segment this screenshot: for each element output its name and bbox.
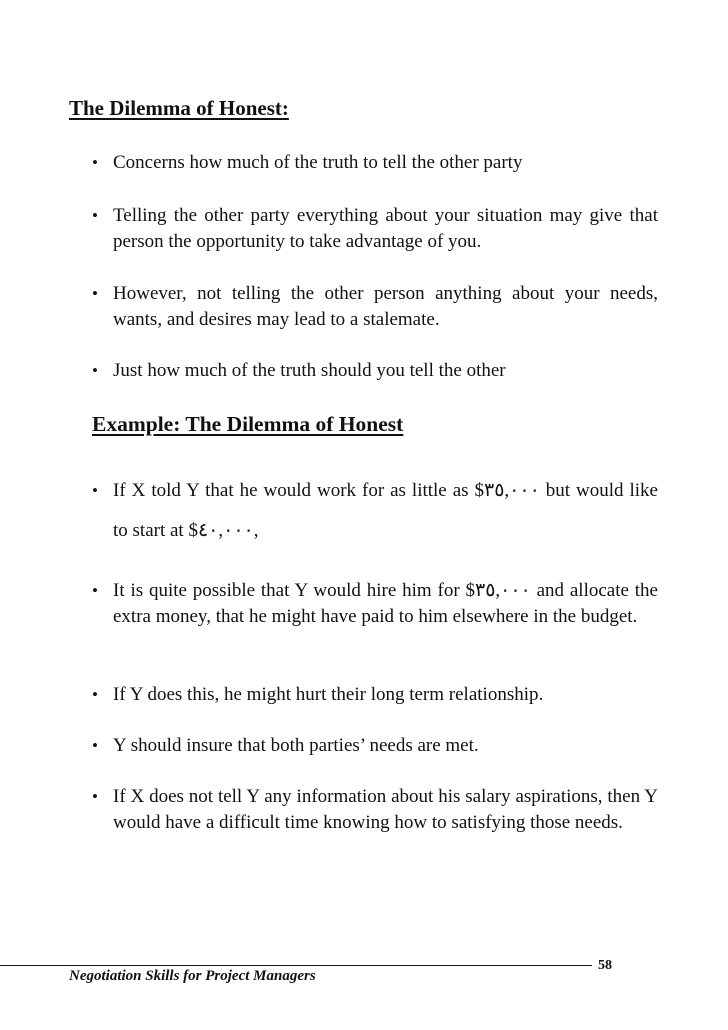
section-heading: The Dilemma of Honest: — [69, 96, 289, 120]
footer-divider — [0, 965, 592, 966]
bullet-icon: • — [92, 206, 98, 225]
list-item-text: It is quite possible that Y would hire him for $٣٥,٠٠٠ and allocate the extra money, that he might have paid to him elsewhere in the budget. — [113, 580, 658, 627]
list-item-text: Telling the other party everything about your situation may give that person the opportunity to take advantage of you. — [113, 205, 658, 252]
list-item — [92, 281, 658, 333]
list-item-text: If X told Y that he would work for as little as $٣٥,٠٠٠ but would like to start at $٤٠,٠٠٠, — [113, 480, 658, 541]
bullet-icon: • — [92, 284, 98, 303]
list-item — [92, 203, 658, 255]
list-item-text: Y should insure that both parties’ needs are met. — [113, 735, 479, 756]
bullet-icon: • — [92, 481, 98, 500]
list-item-text: If Y does this, he might hurt their long term relationship. — [113, 684, 544, 705]
list-item-text: Concerns how much of the truth to tell the other party — [113, 152, 523, 173]
list-item-text: Just how much of the truth should you tell the other — [113, 360, 506, 381]
list-item — [92, 733, 658, 759]
bullet-icon: • — [92, 153, 98, 172]
bullet-icon: • — [92, 361, 98, 380]
list-item — [92, 578, 658, 630]
list-item-text: However, not telling the other person anything about your needs, wants, and desires may lead to a stalemate. — [113, 283, 658, 330]
list-item — [92, 471, 658, 551]
bullet-icon: • — [92, 736, 98, 755]
page-number: 58 — [598, 958, 612, 973]
bullet-icon: • — [92, 685, 98, 704]
list-item — [92, 358, 658, 384]
example-heading: Example: The Dilemma of Honest — [92, 412, 404, 436]
footer-title: Negotiation Skills for Project Managers — [69, 968, 316, 984]
list-item — [92, 150, 658, 176]
list-item-text: If X does not tell Y any information about his salary aspirations, then Y would have a difficult time knowing how to satisfying those needs. — [113, 786, 658, 833]
bullet-icon: • — [92, 581, 98, 600]
bullet-icon: • — [92, 787, 98, 806]
list-item — [92, 784, 658, 836]
list-item — [92, 682, 658, 708]
